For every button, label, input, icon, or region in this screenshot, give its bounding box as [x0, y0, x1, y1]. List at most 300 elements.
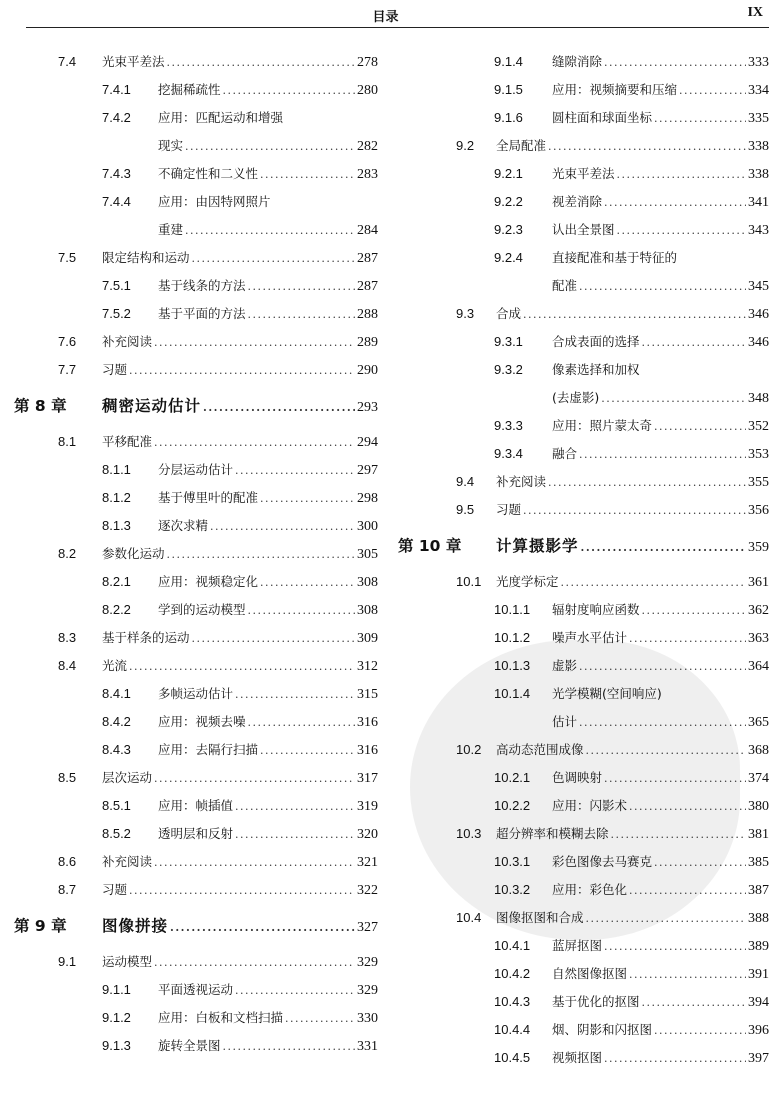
dot-leader: [561, 569, 746, 597]
toc-section-number: 10.3: [456, 826, 482, 841]
toc-section-number: 9.1.4: [494, 54, 523, 69]
header-divider: [26, 27, 769, 28]
toc-section-title: 不确定性和二义性: [158, 166, 259, 181]
toc-entry[interactable]: [398, 708, 769, 736]
toc-section-title: 平移配准: [102, 434, 153, 449]
toc-page-number: 287: [357, 279, 378, 294]
toc-section-title: 逐次求精: [158, 518, 209, 533]
toc-page-number: 280: [357, 83, 378, 98]
toc-section-number: 9.4: [456, 474, 475, 489]
toc-page-number: 345: [748, 279, 769, 294]
dot-leader: [548, 133, 746, 161]
toc-section-number: 9.2.3: [494, 222, 523, 237]
toc-section-title: 旋转全景图: [158, 1038, 221, 1053]
toc-section-number: 9.3.1: [494, 334, 523, 349]
toc-section-number: 8.2.1: [102, 574, 131, 589]
toc-section-number: 9.5: [456, 502, 475, 517]
toc-section-number: 10.1.4: [494, 686, 531, 701]
toc-entry[interactable]: [14, 484, 378, 512]
toc-entry[interactable]: [14, 512, 378, 540]
dot-leader: [642, 329, 746, 357]
dot-leader: [579, 441, 746, 469]
toc-section-number: 8.5.2: [102, 826, 131, 841]
toc-page-number: 359: [748, 540, 769, 555]
toc-page-number: 334: [748, 83, 769, 98]
toc-entry[interactable]: [14, 652, 378, 680]
toc-section-number: 8.2.2: [102, 602, 131, 617]
toc-entry[interactable]: [398, 820, 769, 848]
toc-page-number: 374: [748, 771, 769, 786]
toc-section-number: 8.5.1: [102, 798, 131, 813]
toc-page-number: 309: [357, 631, 378, 646]
toc-entry[interactable]: [14, 876, 378, 904]
toc-entry[interactable]: [398, 328, 769, 356]
toc-page-number: 346: [748, 307, 769, 322]
toc-section-number: 9.3.3: [494, 418, 523, 433]
toc-section-title: 应用：视频稳定化: [158, 574, 259, 589]
toc-entry[interactable]: [14, 48, 378, 76]
toc-entry[interactable]: [398, 300, 769, 328]
toc-section-number: 9.2: [456, 138, 475, 153]
toc-section-title: 层次运动: [102, 770, 153, 785]
toc-entry[interactable]: [14, 244, 378, 272]
toc-page-number: 356: [748, 503, 769, 518]
toc-entry[interactable]: [14, 216, 378, 244]
toc-entry[interactable]: [398, 244, 769, 272]
toc-section-number: 7.4.2: [102, 110, 131, 125]
toc-page-number: 329: [357, 983, 378, 998]
toc-section-number: 9.3.4: [494, 446, 523, 461]
toc-page-number: 387: [748, 883, 769, 898]
toc-section-title: 运动模型: [102, 954, 153, 969]
toc-page-number: 322: [357, 883, 378, 898]
dot-leader: [185, 217, 355, 245]
toc-entry[interactable]: [398, 160, 769, 188]
toc-entry[interactable]: [398, 384, 769, 412]
toc-entry[interactable]: [14, 624, 378, 652]
toc-section-title: 应用：视频摘要和压缩: [552, 82, 678, 97]
toc-page-number: 316: [357, 715, 378, 730]
toc-entry[interactable]: [398, 960, 769, 988]
toc-entry[interactable]: [14, 300, 378, 328]
dot-leader: [604, 189, 746, 217]
toc-page-number: 394: [748, 995, 769, 1010]
dot-leader: [235, 821, 355, 849]
dot-leader: [285, 1005, 355, 1033]
dot-leader: [235, 793, 355, 821]
dot-leader: [185, 133, 355, 161]
toc-page-number: 288: [357, 307, 378, 322]
toc-page-number: 300: [357, 519, 378, 534]
dot-leader: [586, 905, 746, 933]
toc-page-number: 327: [357, 920, 378, 935]
toc-section-title: 光束平差法: [102, 54, 165, 69]
toc-section-title: 色调映射: [552, 770, 603, 785]
toc-entry[interactable]: [14, 736, 378, 764]
toc-section-number: 8.4: [58, 658, 77, 673]
toc-section-number: 9.1: [58, 954, 77, 969]
dot-leader: [192, 625, 355, 653]
toc-entry[interactable]: [398, 624, 769, 652]
dot-leader: [260, 161, 355, 189]
toc-section-title: 高动态范围成像: [496, 742, 584, 757]
toc-section-title: 习题: [102, 882, 128, 897]
toc-page-number: 305: [357, 547, 378, 562]
toc-entry[interactable]: [14, 820, 378, 848]
dot-leader: [129, 357, 355, 385]
toc-entry[interactable]: [14, 764, 378, 792]
dot-leader: [523, 301, 746, 329]
toc-section-title: 彩色图像去马赛克: [552, 854, 653, 869]
toc-section-title: 图像拼接: [102, 917, 169, 935]
dot-leader: [604, 933, 746, 961]
toc-section-number: 10.1.1: [494, 602, 531, 617]
toc-section-number: 10.1.3: [494, 658, 531, 673]
dot-leader: [579, 709, 746, 737]
toc-section-number: 8.1.2: [102, 490, 131, 505]
dot-leader: [248, 597, 355, 625]
dot-leader: [235, 977, 355, 1005]
toc-page-number: 335: [748, 111, 769, 126]
toc-entry[interactable]: [14, 540, 378, 568]
toc-right-column: [398, 48, 769, 1072]
dot-leader: [629, 961, 746, 989]
dot-leader: [642, 597, 746, 625]
dot-leader: [154, 329, 355, 357]
toc-left-column: [14, 48, 378, 1060]
toc-section-number: 10.1.2: [494, 630, 531, 645]
toc-entry[interactable]: [14, 188, 378, 216]
toc-entry[interactable]: [398, 468, 769, 496]
toc-section-number: 10.4.5: [494, 1050, 531, 1065]
toc-section-number: 10.2.1: [494, 770, 531, 785]
toc-entry[interactable]: [14, 948, 378, 976]
toc-section-number: 8.4.2: [102, 714, 131, 729]
toc-section-number: 7.5.2: [102, 306, 131, 321]
toc-section-title: 光度学标定: [496, 574, 559, 589]
toc-section-title: 烟、阴影和闪抠图: [552, 1022, 653, 1037]
toc-section-title: 融合: [552, 446, 578, 461]
toc-section-number: 8.1: [58, 434, 77, 449]
dot-leader: [154, 429, 355, 457]
toc-section-title: 直接配准和基于特征的: [552, 250, 678, 265]
toc-section-title: 应用：匹配运动和增强: [158, 110, 284, 125]
toc-section-title: (去虚影): [552, 390, 600, 405]
toc-entry[interactable]: [14, 356, 378, 384]
toc-section-title: 应用：帧插值: [158, 798, 234, 813]
toc-entry[interactable]: [398, 496, 769, 524]
toc-page-number: 365: [748, 715, 769, 730]
toc-entry[interactable]: [398, 272, 769, 300]
toc-page-number: 312: [357, 659, 378, 674]
toc-section-title: 基于样条的运动: [102, 630, 190, 645]
dot-leader: [260, 485, 355, 513]
toc-section-title: 分层运动估计: [158, 462, 234, 477]
toc-section-number: 10.4.4: [494, 1022, 531, 1037]
toc-entry[interactable]: [398, 764, 769, 792]
toc-section-title: 现实: [158, 138, 184, 153]
dot-leader: [170, 906, 355, 950]
toc-section-number: 10.4.1: [494, 938, 531, 953]
toc-section-title: 重建: [158, 222, 184, 237]
toc-page-number: 385: [748, 855, 769, 870]
toc-page-number: 330: [357, 1011, 378, 1026]
dot-leader: [654, 413, 746, 441]
toc-section-number: 9.1.1: [102, 982, 131, 997]
toc-page-number: 362: [748, 603, 769, 618]
toc-page-number: 364: [748, 659, 769, 674]
toc-section-number: 8.1.1: [102, 462, 131, 477]
dot-leader: [260, 737, 355, 765]
toc-chapter-entry[interactable]: [398, 524, 769, 568]
toc-entry[interactable]: [398, 1044, 769, 1072]
toc-entry[interactable]: [398, 792, 769, 820]
toc-page-number: 315: [357, 687, 378, 702]
toc-section-title: 习题: [102, 362, 128, 377]
header-title: 目录: [372, 10, 399, 25]
toc-entry[interactable]: [14, 428, 378, 456]
toc-page-number: 343: [748, 223, 769, 238]
toc-entry[interactable]: [398, 596, 769, 624]
toc-section-title: 补充阅读: [496, 474, 547, 489]
toc-page-number: 316: [357, 743, 378, 758]
toc-entry[interactable]: [398, 680, 769, 708]
toc-page-number: 333: [748, 55, 769, 70]
toc-section-title: 补充阅读: [102, 334, 153, 349]
toc-section-number: 7.4.4: [102, 194, 131, 209]
dot-leader: [617, 161, 746, 189]
dot-leader: [223, 77, 355, 105]
toc-entry[interactable]: [14, 708, 378, 736]
toc-page-number: 294: [357, 435, 378, 450]
toc-page-number: 352: [748, 419, 769, 434]
dot-leader: [617, 217, 746, 245]
toc-entry[interactable]: [398, 1016, 769, 1044]
dot-leader: [167, 49, 355, 77]
toc-page-number: 389: [748, 939, 769, 954]
toc-section-number: 7.7: [58, 362, 77, 377]
toc-section-number: 10.4.3: [494, 994, 531, 1009]
toc-entry[interactable]: [14, 160, 378, 188]
toc-page-number: 380: [748, 799, 769, 814]
toc-section-title: 应用：照片蒙太奇: [552, 418, 653, 433]
toc-section-number: 7.6: [58, 334, 77, 349]
toc-section-number: 8.3: [58, 630, 77, 645]
dot-leader: [192, 245, 355, 273]
toc-entry[interactable]: [14, 104, 378, 132]
toc-section-title: 稠密运动估计: [102, 397, 202, 415]
toc-entry[interactable]: [14, 272, 378, 300]
toc-section-title: 应用：视频去噪: [158, 714, 246, 729]
dot-leader: [604, 1045, 746, 1073]
toc-section-number: 8.1.3: [102, 518, 131, 533]
toc-section-title: 计算摄影学: [496, 537, 579, 555]
toc-entry[interactable]: [398, 568, 769, 596]
toc-entry[interactable]: [14, 596, 378, 624]
dot-leader: [260, 569, 355, 597]
toc-section-number: 第 10 章: [398, 537, 462, 555]
toc-entry[interactable]: [398, 132, 769, 160]
toc-section-title: 估计: [552, 714, 578, 729]
toc-entry[interactable]: [14, 680, 378, 708]
dot-leader: [654, 849, 746, 877]
toc-page-number: 290: [357, 363, 378, 378]
dot-leader: [154, 949, 355, 977]
toc-section-number: 9.1.6: [494, 110, 523, 125]
toc-section-title: 光束平差法: [552, 166, 615, 181]
toc-page-number: 348: [748, 391, 769, 406]
dot-leader: [203, 386, 355, 430]
toc-section-number: 9.3: [456, 306, 475, 321]
toc-section-number: 7.5.1: [102, 278, 131, 293]
toc-entry[interactable]: [14, 976, 378, 1004]
toc-section-number: 8.4.3: [102, 742, 131, 757]
toc-section-number: 8.7: [58, 882, 77, 897]
toc-section-title: 应用：闪影术: [552, 798, 628, 813]
toc-section-title: 应用：白板和文档扫描: [158, 1010, 284, 1025]
dot-leader: [154, 849, 355, 877]
toc-section-title: 平面透视运动: [158, 982, 234, 997]
toc-section-number: 10.4.2: [494, 966, 531, 981]
toc-page-number: 284: [357, 223, 378, 238]
toc-section-title: 虚影: [552, 658, 578, 673]
toc-page-number: 317: [357, 771, 378, 786]
toc-entry[interactable]: [14, 568, 378, 596]
toc-page-number: 391: [748, 967, 769, 982]
toc-page-number: 361: [748, 575, 769, 590]
toc-entry[interactable]: [14, 1004, 378, 1032]
dot-leader: [679, 77, 746, 105]
toc-entry[interactable]: [14, 792, 378, 820]
toc-entry[interactable]: [398, 216, 769, 244]
toc-section-title: 像素选择和加权: [552, 362, 640, 377]
dot-leader: [629, 625, 746, 653]
dot-leader: [129, 653, 355, 681]
toc-entry[interactable]: [398, 988, 769, 1016]
dot-leader: [586, 737, 746, 765]
toc-section-title: 光学模糊(空间响应): [552, 686, 662, 701]
toc-chapter-entry[interactable]: [14, 384, 378, 428]
toc-section-title: 基于优化的抠图: [552, 994, 640, 1009]
dot-leader: [223, 1033, 355, 1061]
dot-leader: [642, 989, 746, 1017]
dot-leader: [129, 877, 355, 905]
toc-page-number: 331: [357, 1039, 378, 1054]
toc-entry[interactable]: [398, 848, 769, 876]
toc-section-title: 参数化运动: [102, 546, 165, 561]
dot-leader: [601, 385, 746, 413]
toc-entry[interactable]: [398, 876, 769, 904]
toc-section-title: 基于傅里叶的配准: [158, 490, 259, 505]
toc-page-number: 282: [357, 139, 378, 154]
toc-entry[interactable]: [14, 132, 378, 160]
toc-entry[interactable]: [14, 328, 378, 356]
toc-entry[interactable]: [398, 356, 769, 384]
dot-leader: [579, 653, 746, 681]
toc-section-number: 8.5: [58, 770, 77, 785]
toc-section-title: 习题: [496, 502, 522, 517]
toc-entry[interactable]: [398, 76, 769, 104]
dot-leader: [629, 793, 746, 821]
toc-section-number: 9.1.2: [102, 1010, 131, 1025]
toc-section-title: 缝隙消除: [552, 54, 603, 69]
dot-leader: [604, 49, 746, 77]
toc-entry[interactable]: [398, 412, 769, 440]
toc-page-number: 346: [748, 335, 769, 350]
toc-page-number: 293: [357, 400, 378, 415]
toc-entry[interactable]: [14, 848, 378, 876]
toc-section-number: 10.3.2: [494, 882, 531, 897]
toc-section-title: 全局配准: [496, 138, 547, 153]
toc-page-number: 397: [748, 1051, 769, 1066]
toc-entry[interactable]: [398, 440, 769, 468]
dot-leader: [654, 105, 746, 133]
toc-entry[interactable]: [14, 456, 378, 484]
dot-leader: [154, 765, 355, 793]
toc-section-title: 光流: [102, 658, 128, 673]
toc-chapter-entry[interactable]: [14, 904, 378, 948]
toc-page-number: 283: [357, 167, 378, 182]
toc-section-title: 圆柱面和球面坐标: [552, 110, 653, 125]
dot-leader: [167, 541, 355, 569]
dot-leader: [604, 765, 746, 793]
toc-entry[interactable]: [398, 736, 769, 764]
dot-leader: [248, 709, 355, 737]
toc-section-title: 合成表面的选择: [552, 334, 640, 349]
toc-page-number: 319: [357, 799, 378, 814]
toc-section-number: 9.1.3: [102, 1038, 131, 1053]
toc-page-number: 338: [748, 139, 769, 154]
toc-entry[interactable]: [398, 48, 769, 76]
toc-page-number: 321: [357, 855, 378, 870]
toc-page-number: 353: [748, 447, 769, 462]
toc-section-title: 图像抠图和合成: [496, 910, 584, 925]
toc-page-number: 298: [357, 491, 378, 506]
toc-section-number: 第 9 章: [14, 917, 67, 935]
toc-entry[interactable]: [14, 76, 378, 104]
toc-page-number: 289: [357, 335, 378, 350]
toc-page-number: 363: [748, 631, 769, 646]
toc-section-title: 应用：去隔行扫描: [158, 742, 259, 757]
toc-section-number: 9.3.2: [494, 362, 523, 377]
toc-entry[interactable]: [398, 904, 769, 932]
toc-entry[interactable]: [398, 932, 769, 960]
toc-section-title: 应用：彩色化: [552, 882, 628, 897]
toc-section-title: 合成: [496, 306, 522, 321]
toc-entry[interactable]: [14, 1032, 378, 1060]
toc-page-number: 355: [748, 475, 769, 490]
toc-entry[interactable]: [398, 104, 769, 132]
dot-leader: [579, 273, 746, 301]
toc-section-title: 超分辨率和模糊去除: [496, 826, 609, 841]
toc-section-title: 基于线条的方法: [158, 278, 246, 293]
toc-entry[interactable]: [398, 652, 769, 680]
toc-section-title: 视频抠图: [552, 1050, 603, 1065]
toc-page-number: 329: [357, 955, 378, 970]
toc-page-number: 338: [748, 167, 769, 182]
toc-section-title: 透明层和反射: [158, 826, 234, 841]
toc-page-number: 381: [748, 827, 769, 842]
toc-section-title: 视差消除: [552, 194, 603, 209]
toc-section-number: 7.4: [58, 54, 77, 69]
toc-section-title: 噪声水平估计: [552, 630, 628, 645]
toc-entry[interactable]: [398, 188, 769, 216]
toc-page-number: 278: [357, 55, 378, 70]
toc-section-number: 9.2.2: [494, 194, 523, 209]
toc-section-title: 认出全景图: [552, 222, 615, 237]
toc-page-number: 308: [357, 575, 378, 590]
toc-section-number: 10.4: [456, 910, 482, 925]
